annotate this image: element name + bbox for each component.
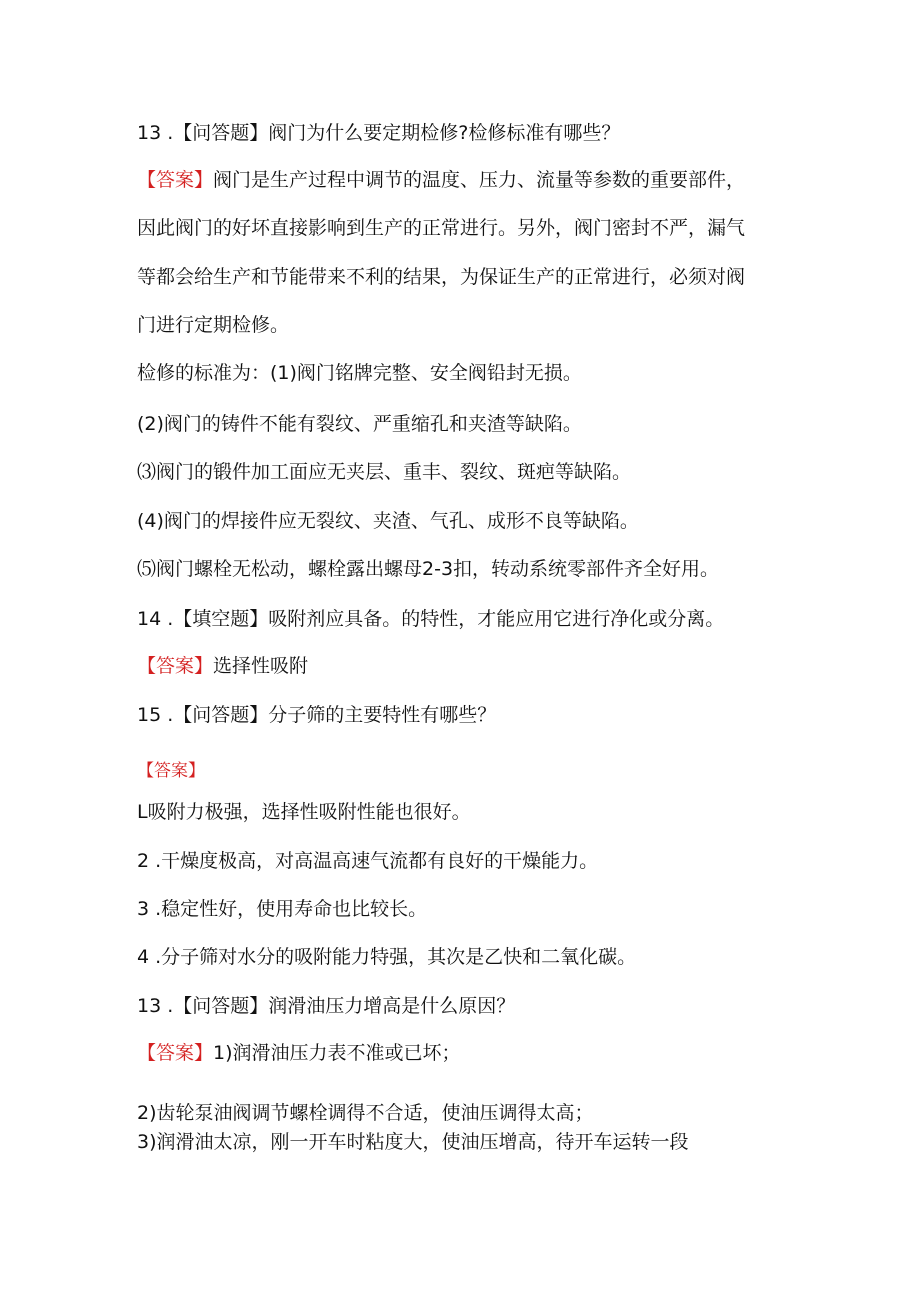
answer-tag: 【答案】: [137, 761, 205, 781]
answer-15-tag: [137, 759, 205, 783]
answer-14: [137, 654, 308, 678]
standard-line-4: (4)阀门的焊接件应无裂纹、夹渣、气孔、成形不良等缺陷。: [137, 510, 639, 532]
answer-15-item-2: 2 .干燥度极高，对高温高速气流都有良好的干燥能力。: [137, 850, 599, 872]
answer-13b-line-2: 2)齿轮泵油阀调节螺栓调得不合适，使油压调得太高；: [137, 1102, 594, 1124]
answer-tag: 【答案】: [137, 169, 214, 191]
answer-text: 选择性吸附: [213, 655, 309, 677]
answer-15-item-1: L吸附力极强，选择性吸附性能也很好。: [137, 801, 471, 823]
answer-15-item-3: 3 .稳定性好，使用寿命也比较长。: [137, 898, 428, 920]
standard-line-5: ⑸阀门螺栓无松动，螺栓露出螺母2-3扣，转动系统零部件齐全好用。: [137, 558, 720, 580]
standard-line-2: (2)阀门的铸件不能有裂纹、严重缩孔和夹渣等缺陷。: [137, 413, 582, 435]
answer-text: 1)润滑油压力表不准或已坏；: [213, 1042, 461, 1064]
answer-13a-line-1: [137, 168, 745, 192]
question-13b: 13 .【问答题】润滑油压力增高是什么原因？: [137, 995, 516, 1017]
answer-text: 阀门是生产过程中调节的温度、压力、流量等参数的重要部件，: [213, 169, 746, 191]
answer-13a-line-4: 门进行定期检修。: [137, 314, 290, 336]
answer-tag: 【答案】: [137, 1042, 214, 1064]
question-13a: 13 .【问答题】阀门为什么要定期检修?检修标准有哪些？: [137, 122, 621, 144]
question-15: 15 .【问答题】分子筛的主要特性有哪些？: [137, 704, 497, 726]
answer-13b-line-1: [137, 1041, 461, 1065]
answer-15-item-4: 4 .分子筛对水分的吸附能力特强，其次是乙快和二氧化碳。: [137, 946, 637, 968]
answer-tag: 【答案】: [137, 655, 214, 677]
answer-13b-line-3: 3)润滑油太凉，刚一开车时粘度大，使油压增高，待开车运转一段: [137, 1131, 689, 1153]
standard-line-3: ⑶阀门的锻件加工面应无夹层、重丰、裂纹、斑疤等缺陷。: [137, 461, 632, 483]
answer-13a-line-3: 等都会给生产和节能带来不利的结果，为保证生产的正常进行，必须对阀: [137, 266, 746, 288]
question-14: 14 .【填空题】吸附剂应具备。的特性，才能应用它进行净化或分离。: [137, 608, 725, 630]
standard-line-1: 检修的标准为：(1)阀门铭牌完整、安全阀铅封无损。: [137, 362, 582, 384]
answer-13a-line-2: 因此阀门的好坏直接影响到生产的正常进行。另外，阀门密封不严，漏气: [137, 217, 746, 239]
